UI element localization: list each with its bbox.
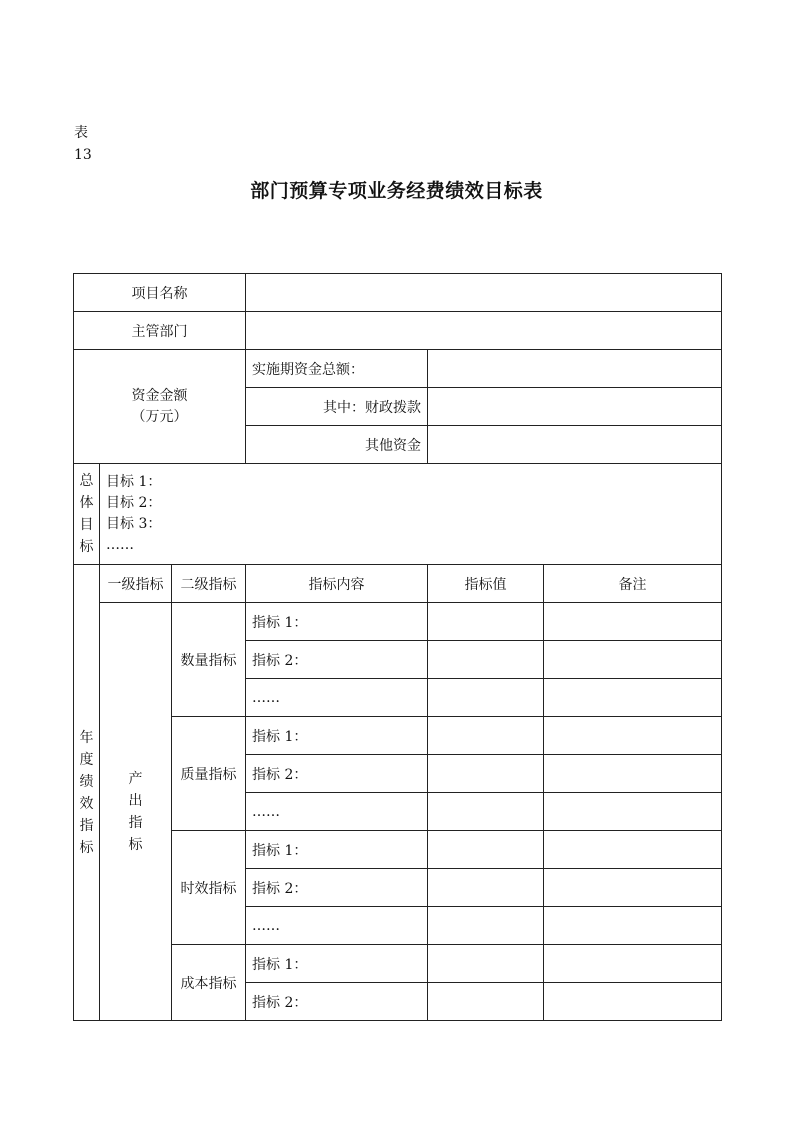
row-department [74, 312, 722, 350]
indicator-content[interactable]: 指标 1： [246, 945, 428, 983]
indicator-value[interactable] [428, 641, 544, 679]
indicator-content[interactable]: 指标 2： [246, 869, 428, 907]
annual-char: 绩 [79, 773, 94, 790]
col-level2: 二级指标 [172, 565, 246, 603]
annual-char: 指 [79, 817, 94, 834]
indicator-remark[interactable] [544, 907, 722, 945]
output-char: 指 [128, 814, 143, 831]
col-content: 指标内容 [246, 565, 428, 603]
other-funds-label: 其他资金 [246, 426, 428, 464]
annual-char: 标 [79, 839, 94, 856]
goal-line: …… [106, 537, 134, 553]
indicator-value[interactable] [428, 983, 544, 1021]
page-title: 部门预算专项业务经费绩效目标表 [250, 180, 543, 202]
row-project-name [74, 274, 722, 312]
indicator-value[interactable] [428, 907, 544, 945]
total-funds-field[interactable] [428, 350, 722, 388]
indicator-row [74, 717, 722, 755]
indicator-remark[interactable] [544, 641, 722, 679]
indicator-value[interactable] [428, 869, 544, 907]
group-timeliness: 时效指标 [172, 831, 246, 945]
output-char: 产 [128, 770, 143, 787]
row-indicator-header [74, 565, 722, 603]
indicator-content[interactable]: 指标 1： [246, 717, 428, 755]
table-label: 表 [74, 125, 88, 141]
project-name-label: 项目名称 [74, 274, 246, 312]
funds-label: 资金金额 [131, 387, 188, 404]
annual-char: 效 [79, 795, 94, 812]
group-cost: 成本指标 [172, 945, 246, 1021]
group-quantity: 数量指标 [172, 603, 246, 717]
annual-char: 度 [79, 751, 94, 768]
annual-char: 年 [79, 729, 94, 746]
total-funds-label: 实施期资金总额： [246, 350, 428, 388]
indicator-content[interactable]: 指标 2： [246, 641, 428, 679]
project-name-field[interactable] [246, 274, 722, 312]
overall-goals-char: 目 [79, 517, 94, 533]
indicator-value[interactable] [428, 603, 544, 641]
overall-goals-char: 标 [79, 539, 94, 555]
indicator-row [74, 603, 722, 641]
indicator-remark[interactable] [544, 983, 722, 1021]
table-number-value: 13 [74, 147, 92, 163]
overall-goals-label [74, 464, 100, 565]
overall-goals-field[interactable] [100, 464, 722, 565]
overall-goals-char: 体 [79, 495, 94, 511]
indicator-remark[interactable] [544, 603, 722, 641]
table-number [74, 122, 92, 166]
annual-indicators-label [74, 565, 100, 1021]
overall-goals-char: 总 [79, 473, 94, 489]
indicator-content[interactable]: …… [246, 679, 428, 717]
indicator-content[interactable]: …… [246, 793, 428, 831]
output-char: 标 [128, 836, 143, 853]
indicator-remark[interactable] [544, 717, 722, 755]
other-funds-field[interactable] [428, 426, 722, 464]
indicator-value[interactable] [428, 679, 544, 717]
performance-target-table [73, 273, 722, 1021]
indicator-remark[interactable] [544, 869, 722, 907]
indicator-value[interactable] [428, 793, 544, 831]
funds-unit: （万元） [131, 408, 188, 425]
indicator-value[interactable] [428, 717, 544, 755]
goal-line: 目标 3： [106, 516, 162, 532]
group-quality: 质量指标 [172, 717, 246, 831]
output-indicators-label [100, 603, 172, 1021]
goal-line: 目标 1： [106, 474, 162, 490]
indicator-content[interactable]: …… [246, 907, 428, 945]
indicator-remark[interactable] [544, 945, 722, 983]
col-value: 指标值 [428, 565, 544, 603]
department-field[interactable] [246, 312, 722, 350]
col-remark: 备注 [544, 565, 722, 603]
funds-label-cell [74, 350, 246, 464]
row-funds-total [74, 350, 722, 388]
indicator-content[interactable]: 指标 1： [246, 831, 428, 869]
indicator-row [74, 831, 722, 869]
fiscal-funds-label: 其中：财政拨款 [246, 388, 428, 426]
output-char: 出 [128, 792, 143, 809]
row-overall-goals [74, 464, 722, 565]
indicator-value[interactable] [428, 831, 544, 869]
department-label: 主管部门 [74, 312, 246, 350]
col-level1: 一级指标 [100, 565, 172, 603]
indicator-value[interactable] [428, 945, 544, 983]
indicator-remark[interactable] [544, 755, 722, 793]
indicator-content[interactable]: 指标 2： [246, 755, 428, 793]
goal-line: 目标 2： [106, 495, 162, 511]
indicator-remark[interactable] [544, 831, 722, 869]
fiscal-funds-field[interactable] [428, 388, 722, 426]
indicator-remark[interactable] [544, 679, 722, 717]
indicator-content[interactable]: 指标 1： [246, 603, 428, 641]
indicator-content[interactable]: 指标 2： [246, 983, 428, 1021]
indicator-value[interactable] [428, 755, 544, 793]
indicator-row [74, 945, 722, 983]
indicator-remark[interactable] [544, 793, 722, 831]
